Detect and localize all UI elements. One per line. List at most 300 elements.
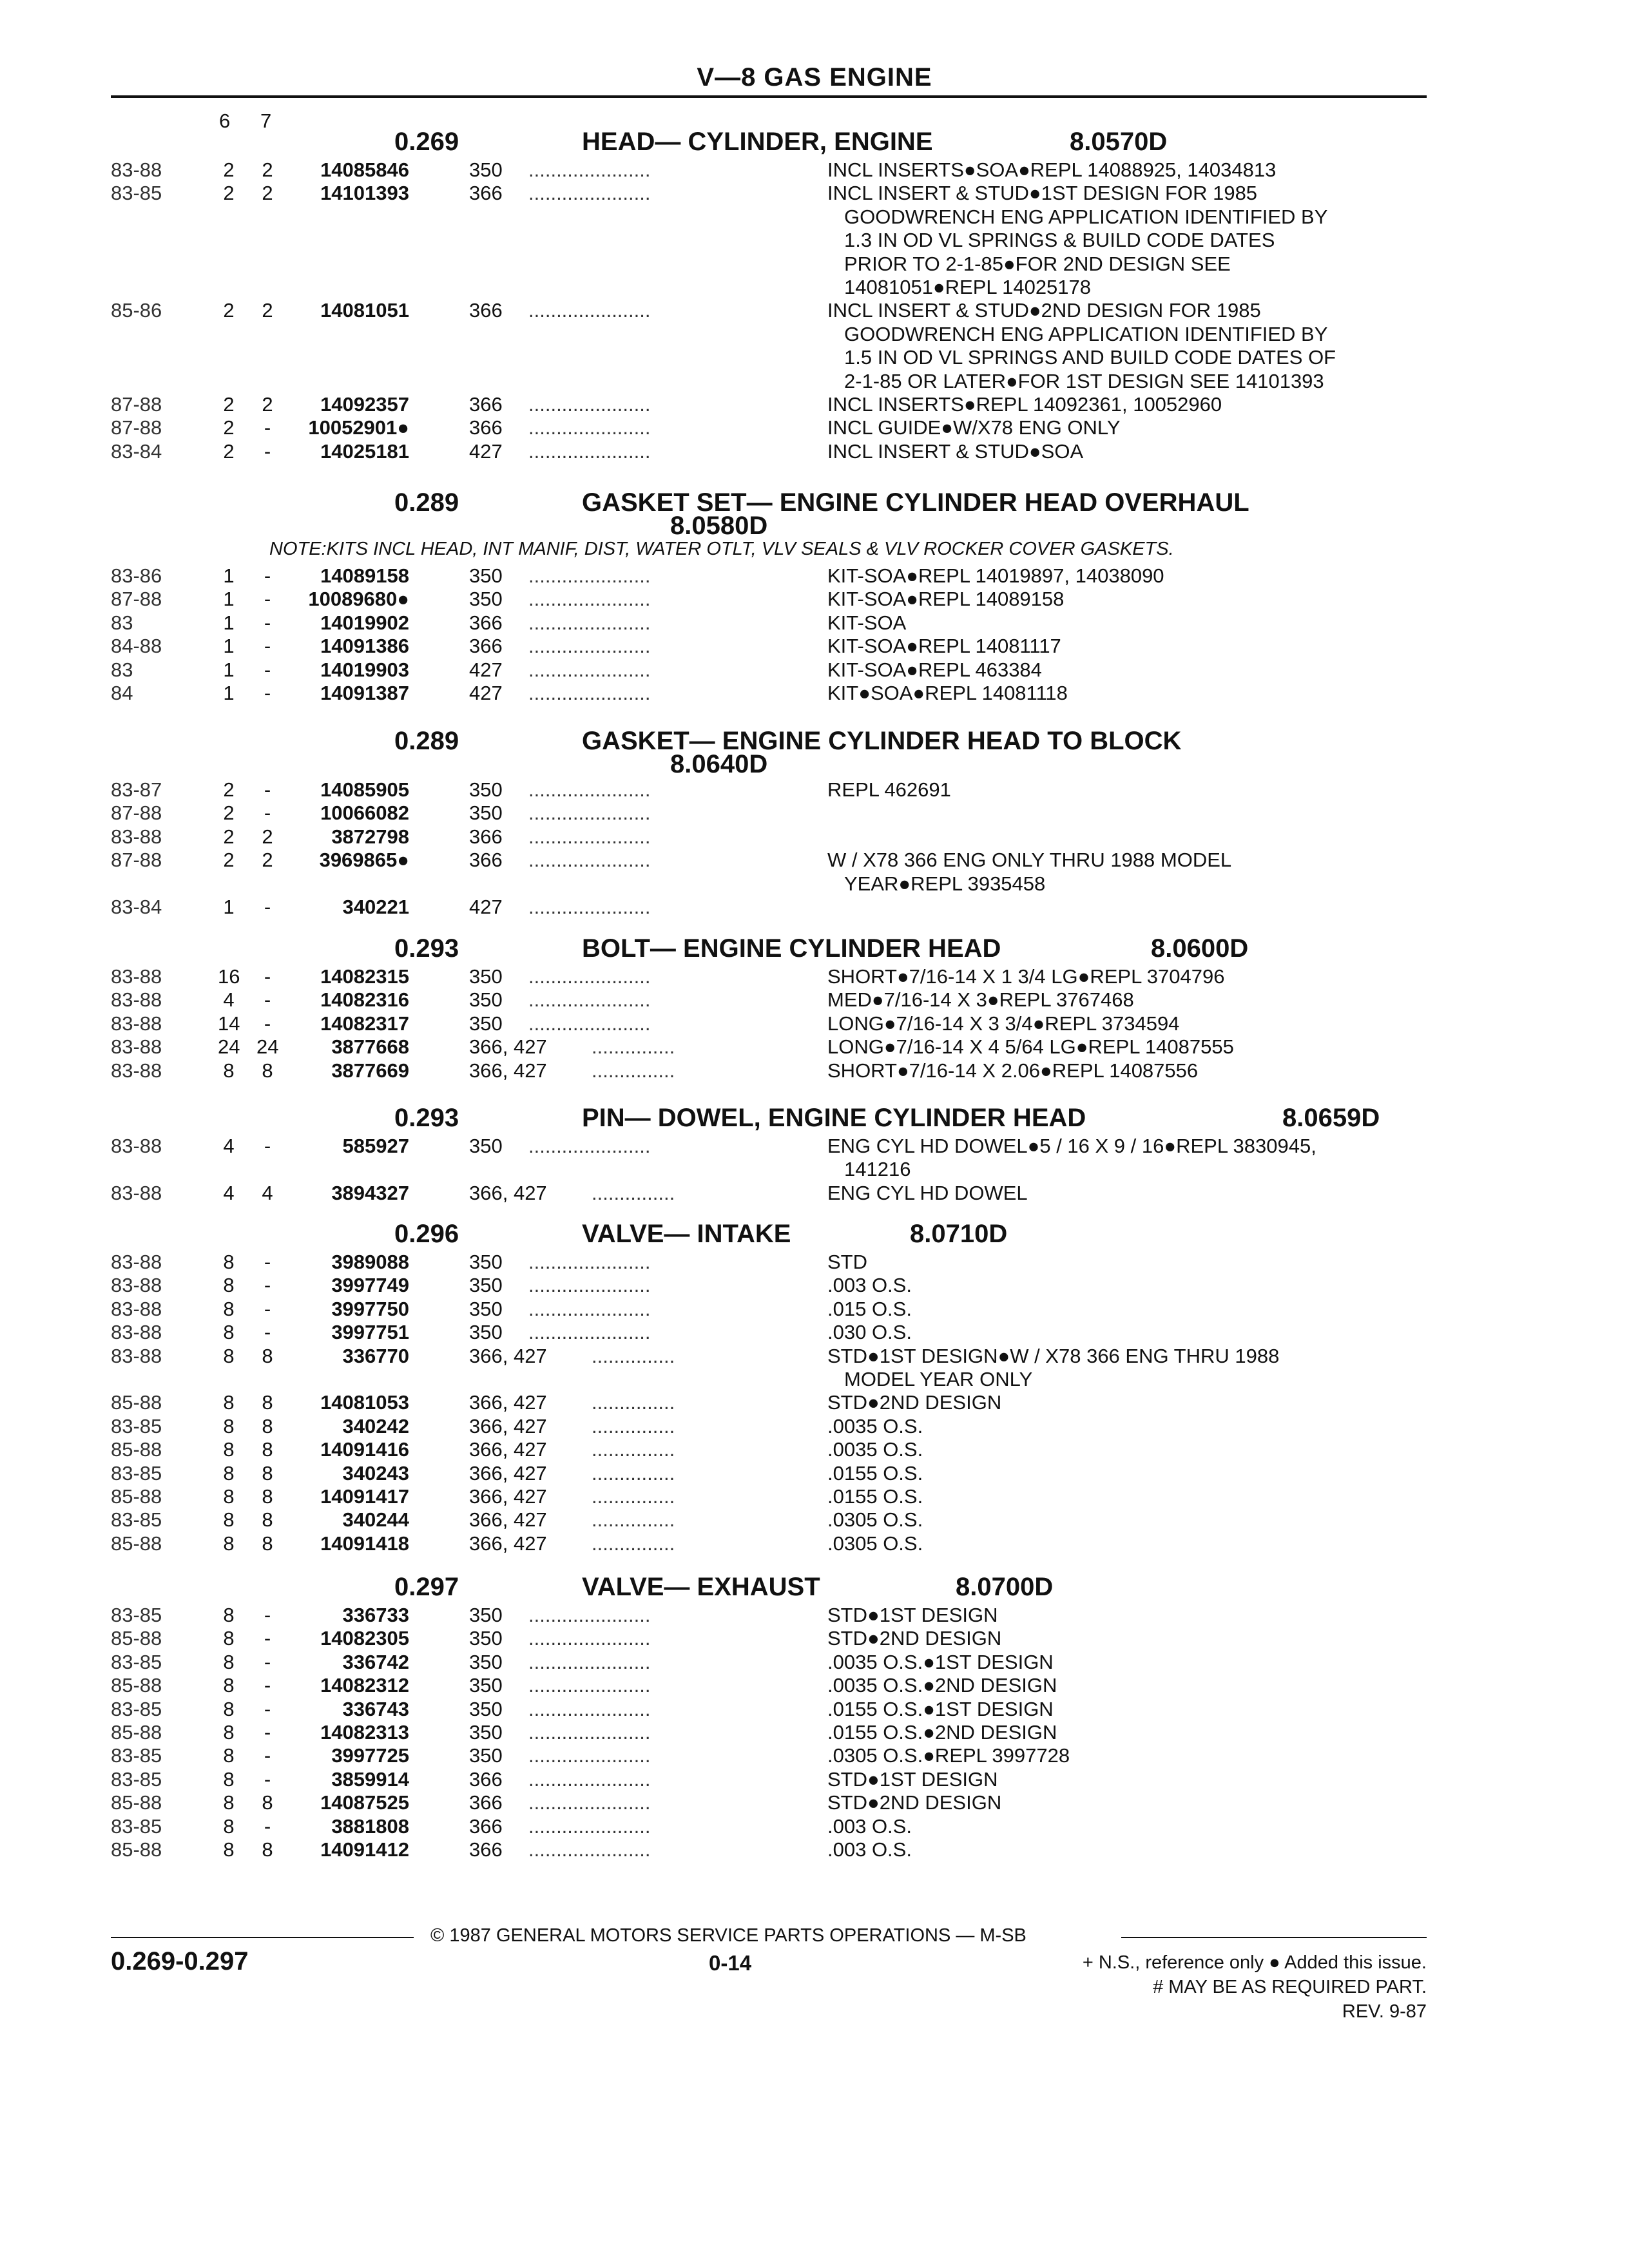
description: INCL INSERT & STUD●SOA bbox=[827, 439, 1084, 463]
leader-dots: ...................... bbox=[528, 896, 651, 918]
leader-dots: ...................... bbox=[528, 825, 651, 848]
leader-dots: ...................... bbox=[528, 393, 651, 416]
engine-cid: 350 bbox=[469, 1135, 503, 1157]
leader-dots: ...................... bbox=[528, 299, 651, 322]
quantity-1: 8 bbox=[223, 1297, 235, 1320]
section-code: 8.0640D bbox=[670, 750, 768, 778]
part-number: 14085846 bbox=[320, 159, 409, 181]
description: KIT●SOA●REPL 14081118 bbox=[827, 682, 1068, 704]
model-years: 83-88 bbox=[111, 1344, 162, 1367]
leader-dots: ...................... bbox=[528, 1814, 651, 1838]
quantity-2: 8 bbox=[262, 1414, 273, 1437]
model-years: 85-88 bbox=[111, 1391, 162, 1414]
model-years: 87-88 bbox=[111, 588, 162, 611]
quantity-2: - bbox=[264, 1274, 271, 1297]
model-years: 83-88 bbox=[111, 1321, 162, 1344]
part-number: 3859914 bbox=[331, 1767, 409, 1791]
engine-cid: 366 bbox=[469, 416, 503, 439]
model-years: 83-88 bbox=[111, 1274, 162, 1297]
engine-cid: 427 bbox=[469, 658, 503, 681]
table-row bbox=[0, 1604, 1629, 1627]
model-years: 85-88 bbox=[111, 1674, 162, 1697]
part-number: 14082315 bbox=[320, 965, 409, 988]
description: INCL INSERTS●SOA●REPL 14088925, 14034813 bbox=[827, 159, 1277, 181]
engine-cid: 350 bbox=[469, 778, 503, 801]
model-years: 85-88 bbox=[111, 1721, 162, 1744]
leader-dots: ...................... bbox=[528, 1744, 651, 1767]
quantity-1: 2 bbox=[223, 159, 235, 181]
leader-dots: ...................... bbox=[528, 588, 651, 611]
quantity-1: 2 bbox=[223, 182, 235, 205]
column-header-qty-1: 6 bbox=[219, 110, 231, 132]
leader-dots: ............... bbox=[592, 1508, 675, 1532]
model-years: 83-88 bbox=[111, 825, 162, 848]
description: .0035 O.S. bbox=[827, 1414, 923, 1437]
model-years: 85-88 bbox=[111, 1791, 162, 1814]
model-years: 85-88 bbox=[111, 1485, 162, 1508]
description: KIT-SOA●REPL 14081117 bbox=[827, 635, 1061, 658]
leader-dots: ...................... bbox=[528, 1697, 651, 1720]
quantity-2: - bbox=[264, 1650, 271, 1673]
description: INCL INSERT & STUD●1ST DESIGN FOR 1985 bbox=[827, 182, 1258, 205]
model-years: 83-88 bbox=[111, 988, 162, 1012]
table-row bbox=[0, 1744, 1629, 1767]
quantity-1: 1 bbox=[223, 588, 235, 611]
part-number: 3881808 bbox=[331, 1814, 409, 1838]
engine-cid: 366, 427 bbox=[469, 1532, 547, 1555]
model-years: 83-85 bbox=[111, 1814, 162, 1838]
leader-dots: ............... bbox=[592, 1438, 675, 1461]
quantity-2: - bbox=[264, 682, 271, 704]
leader-dots: ...................... bbox=[528, 1251, 651, 1273]
engine-cid: 350 bbox=[469, 988, 503, 1012]
model-years: 83-84 bbox=[111, 896, 162, 918]
quantity-2: 2 bbox=[262, 299, 273, 322]
table-row bbox=[0, 1251, 1629, 1274]
quantity-2: - bbox=[264, 965, 271, 988]
leader-dots: ...................... bbox=[528, 1791, 651, 1814]
engine-cid: 366 bbox=[469, 393, 503, 416]
leader-dots: ...................... bbox=[528, 1321, 651, 1344]
quantity-1: 8 bbox=[223, 1461, 235, 1485]
table-row bbox=[0, 965, 1629, 988]
quantity-1: 8 bbox=[223, 1391, 235, 1414]
engine-cid: 366 bbox=[469, 1814, 503, 1838]
quantity-1: 8 bbox=[223, 1485, 235, 1508]
section-code: 8.0580D bbox=[670, 512, 768, 540]
part-number: 585927 bbox=[342, 1135, 409, 1157]
table-row bbox=[0, 1651, 1629, 1674]
model-years: 83-85 bbox=[111, 1414, 162, 1437]
quantity-1: 8 bbox=[223, 1251, 235, 1273]
quantity-1: 4 bbox=[223, 1135, 235, 1157]
engine-cid: 366, 427 bbox=[469, 1059, 547, 1082]
engine-cid: 366, 427 bbox=[469, 1508, 547, 1532]
description: KIT-SOA bbox=[827, 611, 907, 634]
description: INCL INSERTS●REPL 14092361, 10052960 bbox=[827, 393, 1222, 416]
quantity-2: - bbox=[264, 1627, 271, 1650]
part-number: 340242 bbox=[342, 1414, 409, 1437]
table-row bbox=[0, 611, 1629, 635]
leader-dots: ...................... bbox=[528, 1297, 651, 1320]
part-number: 14082313 bbox=[320, 1721, 409, 1744]
footer-rule-right bbox=[1121, 1937, 1427, 1938]
quantity-1: 16 bbox=[218, 965, 240, 988]
quantity-2: 8 bbox=[262, 1485, 273, 1508]
part-number: 14101393 bbox=[320, 182, 409, 205]
section-page-ref: 0.289 bbox=[394, 488, 459, 517]
engine-cid: 366, 427 bbox=[469, 1035, 547, 1059]
quantity-1: 8 bbox=[223, 1508, 235, 1532]
leader-dots: ...................... bbox=[528, 1012, 651, 1035]
quantity-2: 2 bbox=[262, 182, 273, 205]
quantity-1: 8 bbox=[223, 1767, 235, 1791]
quantity-2: - bbox=[264, 1297, 271, 1320]
engine-cid: 366 bbox=[469, 1767, 503, 1791]
table-row bbox=[0, 682, 1629, 705]
description: ENG CYL HD DOWEL bbox=[827, 1181, 1028, 1204]
table-row bbox=[0, 1012, 1629, 1035]
engine-cid: 427 bbox=[469, 682, 503, 704]
leader-dots: ...................... bbox=[528, 1604, 651, 1626]
engine-cid: 366 bbox=[469, 635, 503, 658]
model-years: 85-86 bbox=[111, 299, 162, 322]
part-number: 14091417 bbox=[320, 1485, 409, 1508]
description: STD bbox=[827, 1251, 867, 1273]
engine-cid: 366 bbox=[469, 182, 503, 205]
engine-cid: 366, 427 bbox=[469, 1414, 547, 1437]
quantity-1: 4 bbox=[223, 1181, 235, 1204]
section-note: NOTE:KITS INCL HEAD, INT MANIF, DIST, WATER OTLT, VLV SEALS & VLV ROCKER COVER GASKETS. bbox=[269, 539, 1174, 559]
quantity-2: - bbox=[264, 988, 271, 1012]
description: .0035 O.S.●2ND DESIGN bbox=[827, 1674, 1057, 1697]
quantity-2: 8 bbox=[262, 1391, 273, 1414]
description: ENG CYL HD DOWEL●5 / 16 X 9 / 16●REPL 3830945, bbox=[827, 1135, 1316, 1157]
engine-cid: 350 bbox=[469, 1627, 503, 1650]
leader-dots: ...................... bbox=[528, 439, 651, 463]
footer-copyright: © 1987 GENERAL MOTORS SERVICE PARTS OPERATIONS — M-SB bbox=[430, 1925, 1027, 1946]
engine-cid: 350 bbox=[469, 1744, 503, 1767]
model-years: 85-88 bbox=[111, 1438, 162, 1461]
quantity-1: 2 bbox=[223, 778, 235, 801]
engine-cid: 366, 427 bbox=[469, 1485, 547, 1508]
table-row bbox=[0, 182, 1629, 205]
description: REPL 462691 bbox=[827, 778, 951, 801]
engine-cid: 350 bbox=[469, 1274, 503, 1297]
description-continued: 1.3 IN OD VL SPRINGS & BUILD CODE DATES bbox=[844, 229, 1275, 252]
engine-cid: 366 bbox=[469, 849, 503, 872]
description-continued: 14081051●REPL 14025178 bbox=[844, 276, 1092, 298]
leader-dots: ...................... bbox=[528, 416, 651, 439]
quantity-1: 1 bbox=[223, 682, 235, 704]
quantity-2: 2 bbox=[262, 825, 273, 848]
description-continued: YEAR●REPL 3935458 bbox=[844, 872, 1046, 895]
model-years: 83-88 bbox=[111, 965, 162, 988]
section-page-ref: 0.289 bbox=[394, 727, 459, 755]
quantity-2: - bbox=[264, 1604, 271, 1626]
engine-cid: 350 bbox=[469, 588, 503, 611]
model-years: 84-88 bbox=[111, 635, 162, 658]
table-row bbox=[0, 1345, 1629, 1368]
quantity-1: 2 bbox=[223, 825, 235, 848]
table-row bbox=[0, 1815, 1629, 1838]
description: STD●2ND DESIGN bbox=[827, 1391, 1002, 1414]
leader-dots: ...................... bbox=[528, 1838, 651, 1861]
engine-cid: 366 bbox=[469, 299, 503, 322]
quantity-2: - bbox=[264, 1251, 271, 1273]
description: KIT-SOA●REPL 14019897, 14038090 bbox=[827, 564, 1164, 587]
leader-dots: ...................... bbox=[528, 1627, 651, 1650]
part-number: 336770 bbox=[342, 1344, 409, 1367]
quantity-2: 2 bbox=[262, 159, 273, 181]
quantity-2: - bbox=[264, 611, 271, 634]
engine-cid: 350 bbox=[469, 1297, 503, 1320]
table-row bbox=[0, 635, 1629, 658]
quantity-1: 8 bbox=[223, 1344, 235, 1367]
part-number: 340244 bbox=[342, 1508, 409, 1532]
part-number: 14019903 bbox=[320, 658, 409, 681]
quantity-2: 8 bbox=[262, 1438, 273, 1461]
description: LONG●7/16-14 X 4 5/64 LG●REPL 14087555 bbox=[827, 1035, 1234, 1059]
part-number: 3877668 bbox=[331, 1035, 409, 1059]
description: LONG●7/16-14 X 3 3/4●REPL 3734594 bbox=[827, 1012, 1180, 1035]
model-years: 87-88 bbox=[111, 849, 162, 872]
section-page-ref: 0.297 bbox=[394, 1573, 459, 1601]
table-row bbox=[0, 416, 1629, 439]
table-row bbox=[0, 1674, 1629, 1697]
leader-dots: ............... bbox=[592, 1391, 675, 1414]
description: SHORT●7/16-14 X 2.06●REPL 14087556 bbox=[827, 1059, 1199, 1082]
table-row bbox=[0, 778, 1629, 802]
leader-dots: ...................... bbox=[528, 658, 651, 681]
description: STD●2ND DESIGN bbox=[827, 1627, 1002, 1650]
table-row bbox=[0, 1135, 1629, 1158]
section-page-ref: 0.293 bbox=[394, 1104, 459, 1132]
quantity-2: - bbox=[264, 1697, 271, 1720]
engine-cid: 366, 427 bbox=[469, 1391, 547, 1414]
footer-page-number: 0-14 bbox=[709, 1951, 752, 1975]
table-row bbox=[0, 1627, 1629, 1650]
engine-cid: 350 bbox=[469, 1251, 503, 1273]
engine-cid: 350 bbox=[469, 1721, 503, 1744]
table-row bbox=[0, 1298, 1629, 1321]
leader-dots: ............... bbox=[592, 1414, 675, 1437]
description-continued: 141216 bbox=[844, 1158, 911, 1181]
engine-cid: 366 bbox=[469, 611, 503, 634]
quantity-1: 2 bbox=[223, 849, 235, 872]
engine-cid: 366 bbox=[469, 1791, 503, 1814]
quantity-1: 8 bbox=[223, 1438, 235, 1461]
description: .0305 O.S. bbox=[827, 1508, 923, 1532]
quantity-1: 8 bbox=[223, 1627, 235, 1650]
part-number: 14091387 bbox=[320, 682, 409, 704]
description: STD●1ST DESIGN bbox=[827, 1604, 998, 1626]
section-title: VALVE— EXHAUST bbox=[582, 1573, 820, 1601]
part-number: 14081051 bbox=[320, 299, 409, 322]
leader-dots: ...................... bbox=[528, 564, 651, 587]
table-row bbox=[0, 849, 1629, 872]
model-years: 87-88 bbox=[111, 393, 162, 416]
table-row bbox=[0, 658, 1629, 682]
table-row bbox=[0, 393, 1629, 416]
quantity-2: - bbox=[264, 896, 271, 918]
model-years: 83-85 bbox=[111, 1604, 162, 1626]
table-row bbox=[0, 1532, 1629, 1555]
leader-dots: ...................... bbox=[528, 1674, 651, 1697]
part-number: 3894327 bbox=[331, 1181, 409, 1204]
leader-dots: ...................... bbox=[528, 611, 651, 634]
part-number: 336743 bbox=[342, 1697, 409, 1720]
quantity-1: 8 bbox=[223, 1791, 235, 1814]
part-number: 3877669 bbox=[331, 1059, 409, 1082]
quantity-1: 8 bbox=[223, 1744, 235, 1767]
model-years: 83-85 bbox=[111, 1697, 162, 1720]
table-row bbox=[0, 896, 1629, 919]
part-number: 14025181 bbox=[320, 439, 409, 463]
part-number: 340243 bbox=[342, 1461, 409, 1485]
table-row bbox=[0, 1391, 1629, 1414]
quantity-2: - bbox=[264, 658, 271, 681]
engine-cid: 366 bbox=[469, 825, 503, 848]
model-years: 83-87 bbox=[111, 778, 162, 801]
leader-dots: ...................... bbox=[528, 849, 651, 872]
description: .003 O.S. bbox=[827, 1814, 912, 1838]
quantity-1: 8 bbox=[223, 1321, 235, 1344]
quantity-1: 2 bbox=[223, 439, 235, 463]
description: INCL INSERT & STUD●2ND DESIGN FOR 1985 bbox=[827, 299, 1261, 322]
quantity-1: 1 bbox=[223, 658, 235, 681]
quantity-2: - bbox=[264, 1135, 271, 1157]
leader-dots: ...................... bbox=[528, 802, 651, 825]
footer-legend-required: # MAY BE AS REQUIRED PART. bbox=[1153, 1977, 1427, 1997]
engine-cid: 350 bbox=[469, 564, 503, 587]
engine-cid: 350 bbox=[469, 1674, 503, 1697]
section-title: HEAD— CYLINDER, ENGINE bbox=[582, 128, 933, 156]
description: STD●2ND DESIGN bbox=[827, 1791, 1002, 1814]
part-number: 14082312 bbox=[320, 1674, 409, 1697]
quantity-2: - bbox=[264, 1744, 271, 1767]
description-continued: 2-1-85 OR LATER●FOR 1ST DESIGN SEE 14101393 bbox=[844, 369, 1324, 392]
part-number: 10066082 bbox=[320, 802, 409, 825]
model-years: 85-88 bbox=[111, 1838, 162, 1861]
leader-dots: ............... bbox=[592, 1532, 675, 1555]
model-years: 83 bbox=[111, 658, 133, 681]
quantity-1: 8 bbox=[223, 1414, 235, 1437]
quantity-2: 8 bbox=[262, 1791, 273, 1814]
quantity-2: 4 bbox=[262, 1181, 273, 1204]
part-number: 336733 bbox=[342, 1604, 409, 1626]
section-code: 8.0600D bbox=[1151, 934, 1249, 963]
model-years: 83-88 bbox=[111, 1181, 162, 1204]
table-row bbox=[0, 1059, 1629, 1082]
description: W / X78 366 ENG ONLY THRU 1988 MODEL bbox=[827, 849, 1232, 872]
quantity-1: 1 bbox=[223, 564, 235, 587]
engine-cid: 350 bbox=[469, 1697, 503, 1720]
leader-dots: ...................... bbox=[528, 1721, 651, 1744]
quantity-2: - bbox=[264, 1674, 271, 1697]
engine-cid: 350 bbox=[469, 159, 503, 181]
part-number: 3997750 bbox=[331, 1297, 409, 1320]
part-number: 14091412 bbox=[320, 1838, 409, 1861]
section-page-ref: 0.293 bbox=[394, 934, 459, 963]
header-rule bbox=[111, 95, 1427, 98]
model-years: 83-85 bbox=[111, 1650, 162, 1673]
leader-dots: ...................... bbox=[528, 1650, 651, 1673]
leader-dots: ...................... bbox=[528, 988, 651, 1012]
section-code: 8.0710D bbox=[910, 1220, 1008, 1248]
description: .0035 O.S. bbox=[827, 1438, 923, 1461]
engine-cid: 350 bbox=[469, 1650, 503, 1673]
model-years: 83-85 bbox=[111, 1461, 162, 1485]
engine-cid: 350 bbox=[469, 965, 503, 988]
quantity-1: 14 bbox=[218, 1012, 240, 1035]
quantity-2: 8 bbox=[262, 1838, 273, 1861]
leader-dots: ............... bbox=[592, 1181, 675, 1204]
model-years: 83-85 bbox=[111, 1744, 162, 1767]
column-header-qty-2: 7 bbox=[260, 110, 272, 132]
page-title: V—8 GAS ENGINE bbox=[697, 63, 932, 91]
leader-dots: ............... bbox=[592, 1035, 675, 1059]
description: MED●7/16-14 X 3●REPL 3767468 bbox=[827, 988, 1134, 1012]
table-row bbox=[0, 1462, 1629, 1485]
table-row bbox=[0, 1721, 1629, 1744]
quantity-1: 8 bbox=[223, 1532, 235, 1555]
table-row bbox=[0, 1485, 1629, 1508]
description: SHORT●7/16-14 X 1 3/4 LG●REPL 3704796 bbox=[827, 965, 1225, 988]
table-row bbox=[0, 1182, 1629, 1205]
part-number: 10089680● bbox=[308, 588, 409, 611]
description: .015 O.S. bbox=[827, 1297, 912, 1320]
part-number: 10052901● bbox=[308, 416, 409, 439]
engine-cid: 427 bbox=[469, 896, 503, 918]
model-years: 87-88 bbox=[111, 416, 162, 439]
description: INCL GUIDE●W/X78 ENG ONLY bbox=[827, 416, 1121, 439]
table-row bbox=[0, 1508, 1629, 1532]
quantity-1: 2 bbox=[223, 802, 235, 825]
part-number: 3997751 bbox=[331, 1321, 409, 1344]
quantity-1: 1 bbox=[223, 611, 235, 634]
table-row bbox=[0, 1698, 1629, 1721]
part-number: 3997725 bbox=[331, 1744, 409, 1767]
description: KIT-SOA●REPL 463384 bbox=[827, 658, 1042, 681]
model-years: 83-85 bbox=[111, 1767, 162, 1791]
engine-cid: 366, 427 bbox=[469, 1181, 547, 1204]
quantity-2: - bbox=[264, 1721, 271, 1744]
quantity-2: - bbox=[264, 1321, 271, 1344]
part-number: 14091386 bbox=[320, 635, 409, 658]
quantity-2: 8 bbox=[262, 1532, 273, 1555]
model-years: 83-88 bbox=[111, 1012, 162, 1035]
part-number: 3989088 bbox=[331, 1251, 409, 1273]
footer-legend-reference: + N.S., reference only ● Added this issue. bbox=[1082, 1952, 1427, 1973]
quantity-1: 8 bbox=[223, 1697, 235, 1720]
model-years: 83-85 bbox=[111, 182, 162, 205]
leader-dots: ...................... bbox=[528, 182, 651, 205]
model-years: 83-88 bbox=[111, 1251, 162, 1273]
description-continued: 1.5 IN OD VL SPRINGS AND BUILD CODE DATES OF bbox=[844, 346, 1336, 369]
engine-cid: 350 bbox=[469, 1604, 503, 1626]
description: .003 O.S. bbox=[827, 1838, 912, 1861]
quantity-2: - bbox=[264, 416, 271, 439]
section-page-ref: 0.269 bbox=[394, 128, 459, 156]
table-row bbox=[0, 1274, 1629, 1297]
footer-revision: REV. 9-87 bbox=[1342, 2001, 1427, 2022]
leader-dots: ...................... bbox=[528, 1135, 651, 1157]
model-years: 83-85 bbox=[111, 1508, 162, 1532]
model-years: 83-88 bbox=[111, 1135, 162, 1157]
leader-dots: ...................... bbox=[528, 778, 651, 801]
description: STD●1ST DESIGN●W / X78 366 ENG THRU 1988 bbox=[827, 1344, 1280, 1367]
